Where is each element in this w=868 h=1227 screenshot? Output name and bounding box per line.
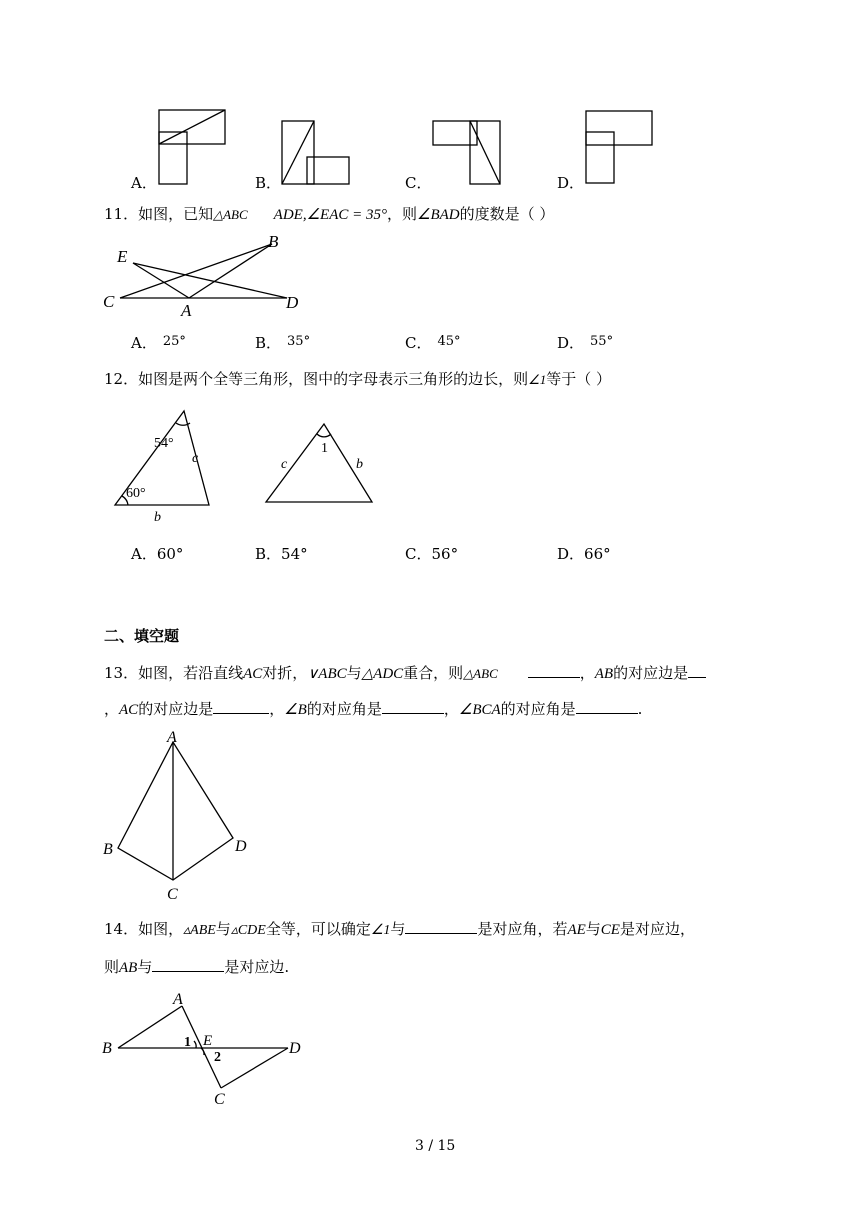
q11-number: 11． xyxy=(104,205,139,223)
q14-angle-1: ∠1 xyxy=(370,923,391,938)
q10-figure-d xyxy=(585,110,657,186)
q13-label-c: C xyxy=(167,886,178,903)
q13-adc: △ADC xyxy=(361,666,404,682)
q12-angle-1: ∠1 xyxy=(528,372,547,387)
q11-text-1: 如图，已知 xyxy=(138,205,214,223)
q11-label-e: E xyxy=(117,247,128,266)
q12-option-c: C．56° xyxy=(405,545,459,563)
q13-label-b: B xyxy=(103,841,113,858)
q14-blank-1[interactable] xyxy=(405,919,477,934)
q14-label-angle-1: 1 xyxy=(184,1035,191,1050)
section-title: 二、填空题 xyxy=(104,627,180,645)
q14-line-1: 14．如图，▵ABE与▵CDE全等，可以确定∠1与 是对应角，若AE与CE是对应边， xyxy=(104,920,695,938)
q14-ab: AB xyxy=(119,960,138,976)
q13-label-a: A xyxy=(167,729,177,746)
q10-option-b: B． xyxy=(255,174,282,192)
q11-angle-bad: ∠BAD xyxy=(417,207,460,223)
q13-blank-5[interactable] xyxy=(576,699,638,714)
q12-number: 12． xyxy=(104,370,139,388)
q10-figure-c xyxy=(432,120,504,186)
page-number: 3 / 15 xyxy=(415,1138,456,1154)
q11-option-a: A． 25° xyxy=(131,334,186,352)
q11-option-b: B． 35° xyxy=(255,334,311,352)
q12-option-a: A．60° xyxy=(131,545,184,563)
q12-tri1-side-c: c xyxy=(192,451,199,466)
q12-triangle-2 xyxy=(262,418,377,508)
q12-text-1: 如图是两个全等三角形，图中的字母表示三角形的边长，则 xyxy=(138,370,529,388)
q12-tri1-angle-54: 54° xyxy=(154,436,174,451)
q13-label-d: D xyxy=(235,838,247,855)
q14-label-b: B xyxy=(102,1040,112,1057)
q11-question xyxy=(104,203,554,224)
q11-label-c: C xyxy=(103,292,115,311)
q13-line-2: ，AC的对应边是 ，∠B的对应角是 ，∠BCA的对应角是 . xyxy=(104,700,643,718)
q11-label-a: A xyxy=(181,301,192,320)
q13-blank-4[interactable] xyxy=(382,699,444,714)
q13-blank-2[interactable] xyxy=(688,663,706,678)
q14-cde: ▵CDE xyxy=(230,923,266,938)
q14-blank-2[interactable] xyxy=(152,957,224,972)
q14-label-a: A xyxy=(173,991,183,1008)
q14-label-d: D xyxy=(289,1040,301,1057)
q13-figure xyxy=(100,728,260,906)
q12-text-2: 等于（ ） xyxy=(546,370,612,388)
q13-angle-b: ∠B xyxy=(284,702,307,718)
q14-label-e: E xyxy=(203,1033,213,1049)
q12-option-b: B．54° xyxy=(255,545,308,563)
q11-text-3: ，则 xyxy=(386,205,417,223)
q11-option-d: D． 55° xyxy=(557,334,614,352)
q14-abe: ▵ABE xyxy=(183,923,216,938)
q11-condition: ADE,∠EAC = 35° xyxy=(273,207,387,223)
q14-label-c: C xyxy=(214,1091,225,1108)
q12-tri2-side-c: c xyxy=(281,457,288,472)
q12-question xyxy=(104,368,611,389)
q11-option-c: C． 45° xyxy=(405,334,461,352)
q11-triangle-abc: △ABC xyxy=(213,207,248,222)
q13-ac-2: AC xyxy=(119,702,139,718)
q11-text-4: 的度数是（ ） xyxy=(459,205,555,223)
q10-option-a: A． xyxy=(131,174,157,192)
q10-option-d: D． xyxy=(557,174,585,192)
q13-ab: AB xyxy=(594,666,614,682)
q12-option-d: D．66° xyxy=(557,545,611,563)
q14-ce: CE xyxy=(600,922,620,938)
q11-figure xyxy=(100,228,310,320)
q11-label-d: D xyxy=(286,293,299,312)
q13-blank-1[interactable] xyxy=(528,663,580,678)
q13-blank-3[interactable] xyxy=(213,699,269,714)
q12-tri2-angle-1: 1 xyxy=(321,441,328,456)
q12-tri1-angle-60: 60° xyxy=(126,486,146,501)
q13-ac: AC xyxy=(243,666,263,682)
q12-tri2-side-b: b xyxy=(356,457,363,472)
q13-angle-bca: ∠BCA xyxy=(458,702,501,718)
q14-ae: AE xyxy=(567,922,586,938)
q10-figure-b xyxy=(281,120,353,186)
q10-figure-a xyxy=(158,108,228,188)
q14-figure xyxy=(100,988,310,1110)
q13-vabc: ∨ABC xyxy=(307,666,347,682)
q12-triangle-1 xyxy=(110,405,220,525)
q10-option-c: C． xyxy=(405,174,432,192)
q14-label-angle-2: 2 xyxy=(214,1050,221,1065)
q14-line-2: 则AB与 是对应边. xyxy=(104,958,290,976)
q13-abc: △ABC xyxy=(463,666,498,681)
q11-label-b: B xyxy=(268,232,279,251)
q13-line-1: 13．如图，若沿直线AC对折，∨ABC与△ADC重合，则△ABC ，AB的对应边是 xyxy=(104,662,706,683)
q12-tri1-side-b: b xyxy=(154,510,161,525)
